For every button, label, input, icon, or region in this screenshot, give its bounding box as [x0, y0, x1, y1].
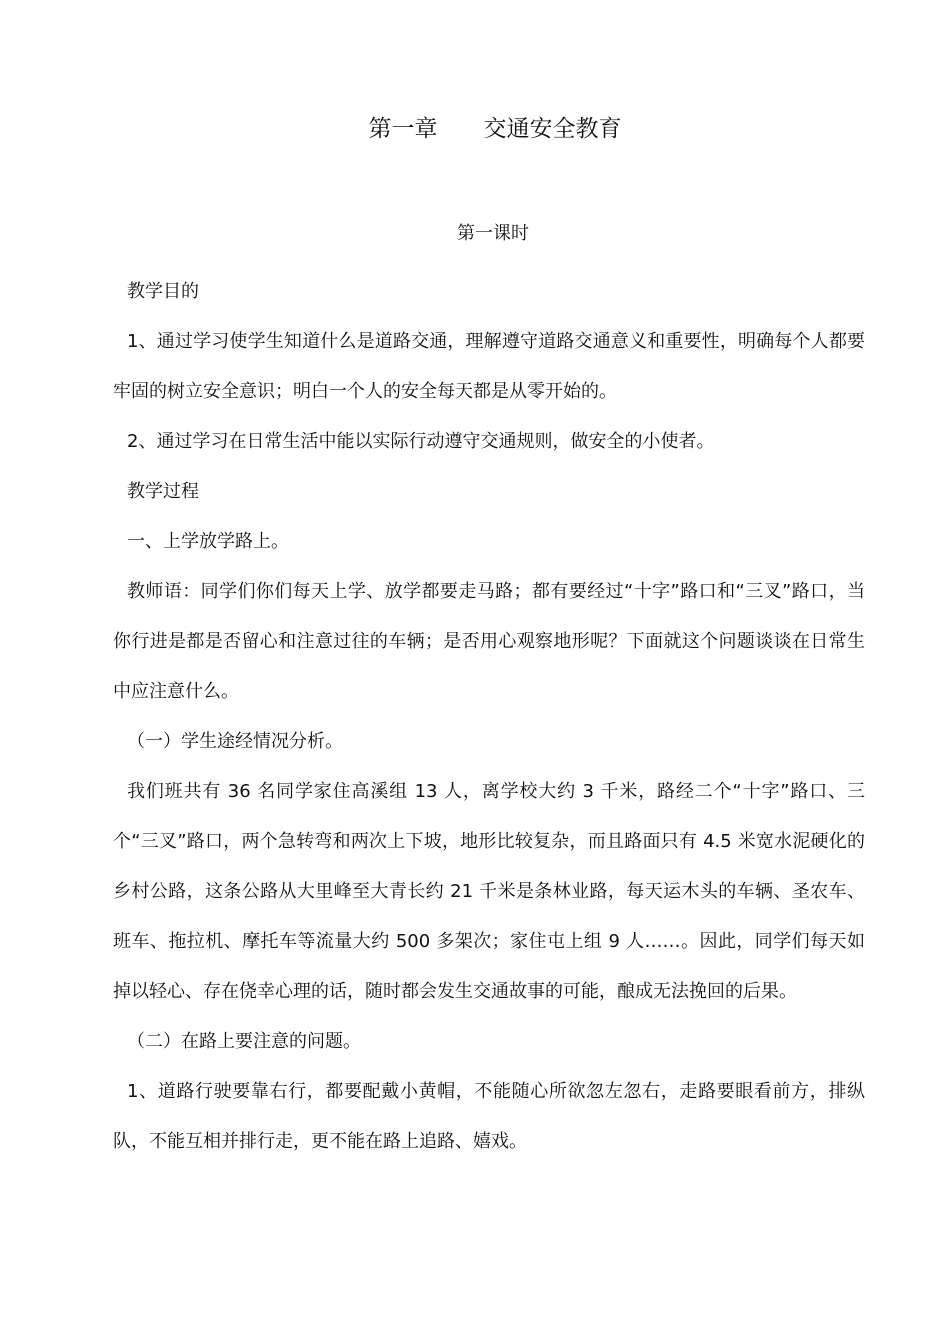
- subheading-school-route: 一、上学放学路上。: [127, 531, 289, 552]
- chapter-number: 第一章: [368, 116, 438, 142]
- section-heading-teaching-process: 教学过程: [127, 481, 199, 502]
- paragraph-teacher-intro: 教师语：同学们你们每天上学、放学都要走马路；都有要经过“十字”路口和“三叉”路口，当你行进是都是否留心和注意过往的车辆；是否用心观察地形呢？下面就这个问题谈谈在日常生中应注意什么。: [113, 581, 865, 702]
- subheading-route-analysis: （一）学生途经情况分析。: [127, 731, 343, 752]
- chapter-title: [0, 112, 950, 146]
- paragraph-goal-1: 1、通过学习使学生知道什么是道路交通，理解遵守道路交通意义和重要性，明确每个人都要牢固的树立安全意识；明白一个人的安全每天都是从零开始的。: [113, 331, 865, 402]
- document-body: [113, 267, 865, 1167]
- chapter-name: 交通安全教育: [483, 116, 622, 142]
- section-heading-teaching-goals: 教学目的: [127, 281, 199, 302]
- paragraph-route-analysis: 我们班共有 36 名同学家住高溪组 13 人，离学校大约 3 千米，路经二个“十字”路口、三个“三叉”路口，两个急转弯和两次上下坡，地形比较复杂，而且路面只有 4.5 米宽水泥硬化的乡村公路，这条公路从大里峰至大青长约 21 千米是条林业路，每天运木头的车辆、圣农车、班车、拖拉机、摩托车等流量大约 500 多架次；家住屯上组 9 人……。因此，同学们每天如掉以轻心、存在侥幸心理的话，随时都会发生交通故事的可能，酿成无法挽回的后果。: [113, 781, 865, 1002]
- paragraph-goal-2: 2、通过学习在日常生活中能以实际行动遵守交通规则，做安全的小使者。: [127, 431, 715, 452]
- paragraph-road-rule-1: 1、道路行驶要靠右行，都要配戴小黄帽，不能随心所欲忽左忽右，走路要眼看前方，排纵队，不能互相并排行走，更不能在路上追路、嬉戏。: [113, 1081, 865, 1152]
- lesson-title: 第一课时: [457, 223, 529, 244]
- subheading-road-precautions: （二）在路上要注意的问题。: [127, 1031, 361, 1052]
